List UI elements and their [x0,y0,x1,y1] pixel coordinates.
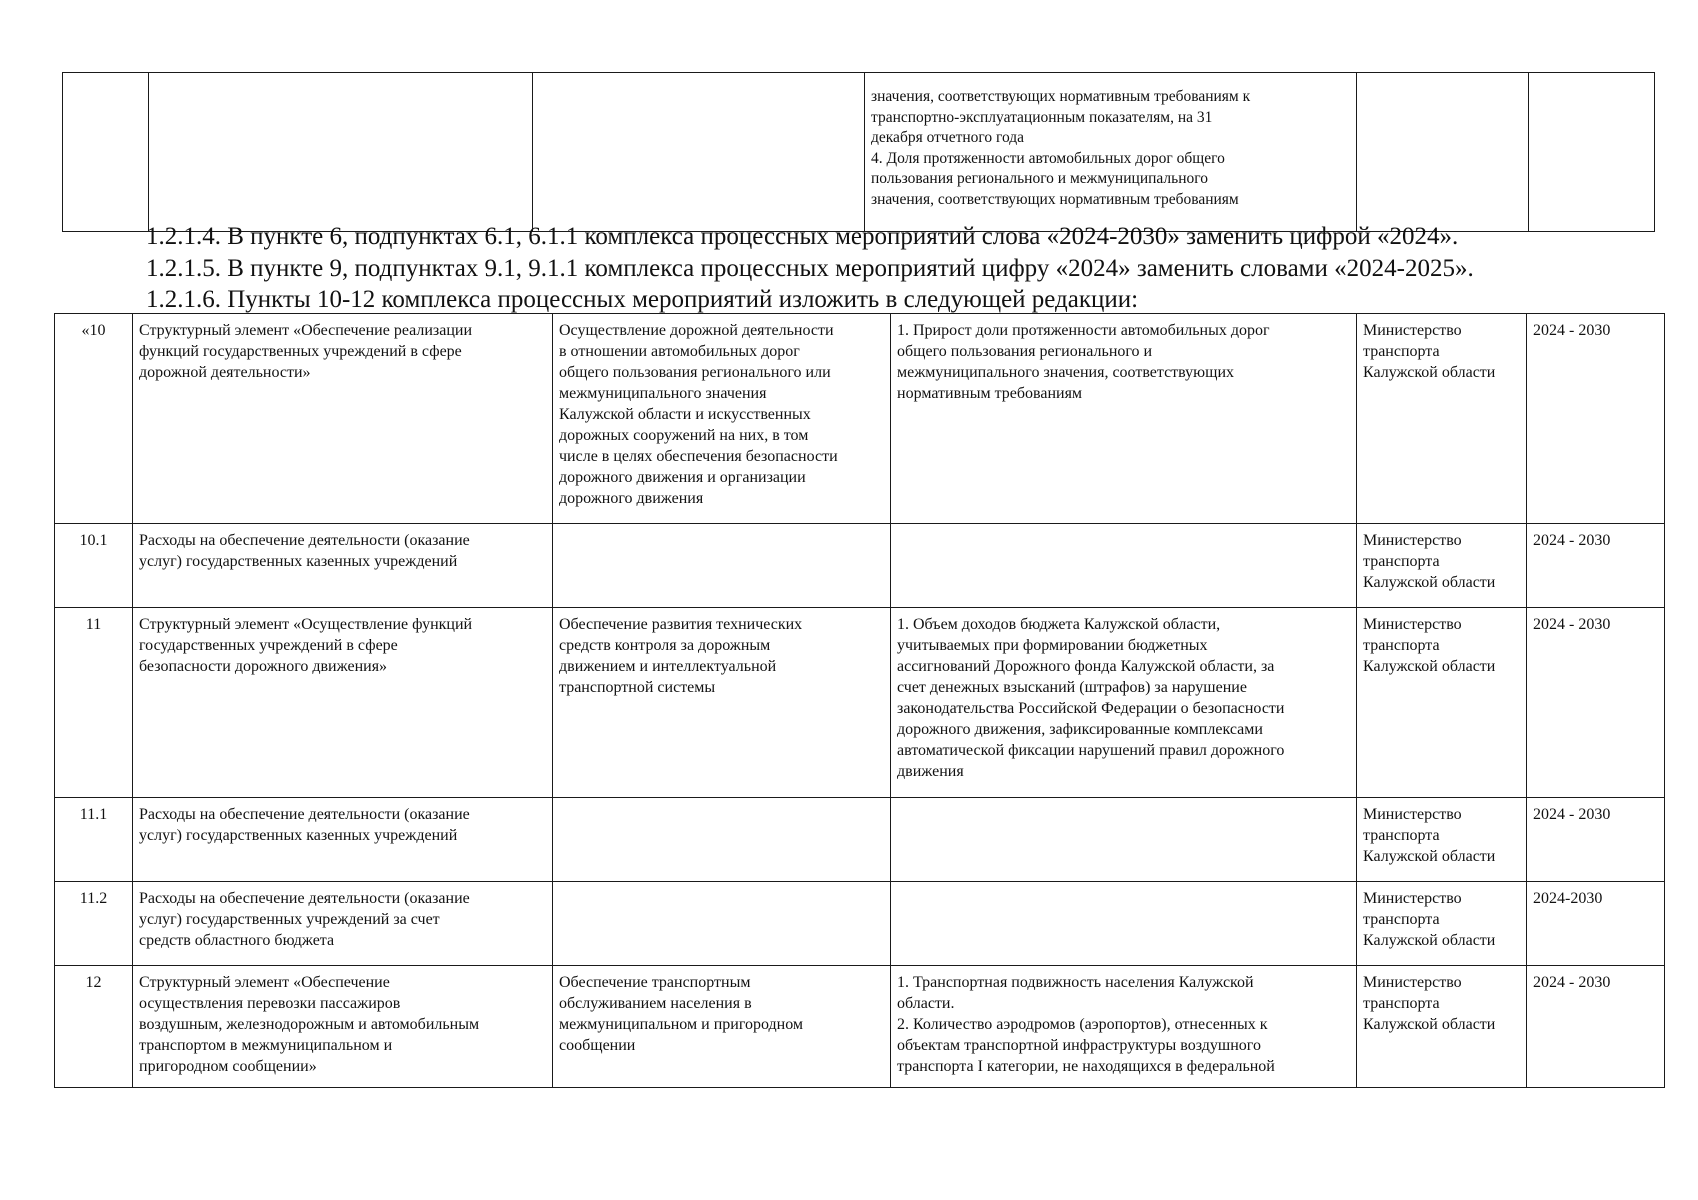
table-row [55,524,1665,608]
row-period: 2024-2030 [1527,882,1665,966]
row-number: 12 [55,966,133,1088]
row-indicator [891,882,1357,966]
row-task: Обеспечение транспортным обслуживанием населения в межмуниципальном и пригородном сообщении [553,966,891,1088]
row-period: 2024 - 2030 [1527,798,1665,882]
table-row [55,882,1665,966]
cell-indicator: значения, соответствующих нормативным требованиям к транспортно-эксплуатационным показателям, на 31 декабря отчетного года 4. Доля протяженности автомобильных дорог общего пользования регионального и межмуниципального значения, соответствующих нормативным требованиям [865,73,1357,232]
row-executor: Министерство транспорта Калужской области [1357,966,1527,1088]
row-indicator: 1. Объем доходов бюджета Калужской области, учитываемых при формировании бюджетных ассигнований Дорожного фонда Калужской области, за счет денежных взысканий (штрафов) за нарушение законодательства Российской Федерации о безопасности дорожного движения, зафиксированные комплексами автоматической фиксации нарушений правил дорожного движения [891,608,1357,798]
paragraph-1-2-1-6: 1.2.1.6. Пункты 10-12 комплекса процессных мероприятий изложить в следующей редакции: [146,286,1139,313]
row-name: Структурный элемент «Обеспечение реализации функций государственных учреждений в сфере дорожной деятельности» [133,314,553,524]
row-name: Структурный элемент «Обеспечение осуществления перевозки пассажиров воздушным, железнодорожным и автомобильным транспортом в межмуниципальном и пригородном сообщении» [133,966,553,1088]
row-task [553,798,891,882]
row-task: Обеспечение развития технических средств контроля за дорожным движением и интеллектуальной транспортной системы [553,608,891,798]
row-period: 2024 - 2030 [1527,608,1665,798]
paragraph-1-2-1-5: 1.2.1.5. В пункте 9, подпунктах 9.1, 9.1.1 комплекса процессных мероприятий цифру «2024» заменить словами «2024-2025». [146,255,1474,282]
row-period: 2024 - 2030 [1527,524,1665,608]
row-number: 11.1 [55,798,133,882]
row-task: Осуществление дорожной деятельности в отношении автомобильных дорог общего пользования регионального или межмуниципального значения Калужской области и искусственных дорожных сооружений на них, в том числе в целях обеспечения безопасности дорожного движения и организации дорожного движения [553,314,891,524]
cell-executor [1357,73,1529,232]
row-indicator: 1. Транспортная подвижность населения Калужской области. 2. Количество аэродромов (аэропортов), отнесенных к объектам транспортной инфраструктуры воздушного транспорта I категории, не находящихся в федеральной [891,966,1357,1088]
paragraph-1-2-1-4: 1.2.1.4. В пункте 6, подпунктах 6.1, 6.1.1 комплекса процессных мероприятий слова «2024-2030» заменить цифрой «2024». [146,223,1459,250]
row-executor: Министерство транспорта Калужской области [1357,882,1527,966]
row-indicator: 1. Прирост доли протяженности автомобильных дорог общего пользования регионального и межмуниципального значения, соответствующих нормативным требованиям [891,314,1357,524]
row-name: Расходы на обеспечение деятельности (оказание услуг) государственных учреждений за счет средств областного бюджета [133,882,553,966]
row-indicator [891,524,1357,608]
row-executor: Министерство транспорта Калужской области [1357,314,1527,524]
cell-task [533,73,865,232]
row-executor: Министерство транспорта Калужской области [1357,798,1527,882]
row-number: 11.2 [55,882,133,966]
row-executor: Министерство транспорта Калужской области [1357,608,1527,798]
row-name: Расходы на обеспечение деятельности (оказание услуг) государственных казенных учреждений [133,524,553,608]
row-task [553,524,891,608]
row-number: 10.1 [55,524,133,608]
row-name: Расходы на обеспечение деятельности (оказание услуг) государственных казенных учреждений [133,798,553,882]
row-task [553,882,891,966]
row-number: 11 [55,608,133,798]
row-number: «10 [55,314,133,524]
cell-period [1529,73,1655,232]
row-executor: Министерство транспорта Калужской области [1357,524,1527,608]
table-row [55,314,1665,524]
continuation-table [62,72,1655,232]
table-row [55,966,1665,1088]
table-row [63,73,1655,232]
cell-number [63,73,149,232]
row-period: 2024 - 2030 [1527,314,1665,524]
row-indicator [891,798,1357,882]
row-name: Структурный элемент «Осуществление функций государственных учреждений в сфере безопасности дорожного движения» [133,608,553,798]
row-period: 2024 - 2030 [1527,966,1665,1088]
table-row [55,798,1665,882]
measures-table [54,313,1665,1088]
table-row [55,608,1665,798]
cell-name [149,73,533,232]
